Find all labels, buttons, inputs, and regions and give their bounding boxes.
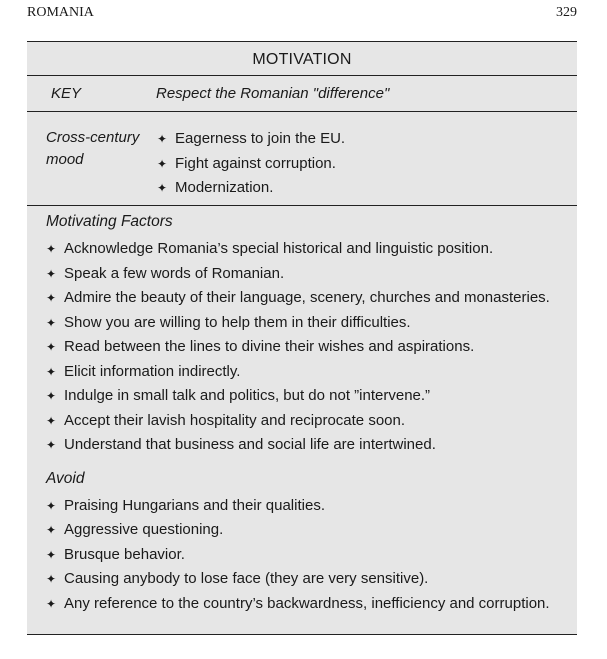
motivating-heading: Motivating Factors bbox=[46, 213, 173, 230]
bullet-icon: ✦ bbox=[46, 364, 57, 379]
list-item bbox=[46, 494, 577, 519]
bullet-icon: ✦ bbox=[46, 413, 57, 428]
bullet-icon: ✦ bbox=[46, 438, 57, 452]
bullet-icon: ✦ bbox=[46, 340, 57, 354]
mood-label-line1: Cross-century bbox=[46, 129, 140, 146]
running-title: ROMANIA bbox=[27, 5, 94, 20]
motivating-list bbox=[46, 237, 577, 458]
bullet-icon: ✦ bbox=[157, 181, 168, 195]
list-item-text: Aggressive questioning. bbox=[64, 521, 224, 538]
list-item bbox=[46, 311, 577, 336]
list-item bbox=[157, 127, 345, 152]
bullet-icon: ✦ bbox=[46, 389, 57, 403]
list-item-text: Fight against corruption. bbox=[175, 154, 336, 172]
list-item bbox=[46, 543, 577, 568]
mood-list bbox=[157, 127, 345, 205]
list-item-text: Admire the beauty of their language, scenery, churches and monasteries. bbox=[64, 289, 550, 306]
list-item bbox=[46, 433, 577, 458]
page-number: 329 bbox=[556, 5, 577, 20]
key-label: KEY bbox=[51, 85, 82, 102]
list-item-text: Elicit information indirectly. bbox=[64, 362, 241, 380]
bullet-icon: ✦ bbox=[46, 572, 57, 586]
list-item bbox=[157, 152, 345, 177]
list-item-text: Understand that business and social life are intertwined. bbox=[64, 436, 436, 453]
list-item bbox=[46, 567, 577, 592]
motivation-box bbox=[27, 41, 577, 635]
key-row bbox=[27, 76, 577, 112]
list-item bbox=[46, 592, 577, 617]
list-item-text: Show you are willing to help them in their difficulties. bbox=[64, 313, 411, 331]
list-item-text: Modernization. bbox=[175, 179, 274, 196]
list-item bbox=[46, 262, 577, 287]
list-item-text: Brusque behavior. bbox=[64, 545, 185, 563]
motivating-section bbox=[27, 206, 577, 458]
list-item-text: Accept their lavish hospitality and reciprocate soon. bbox=[64, 411, 406, 429]
list-item bbox=[46, 286, 577, 311]
list-item bbox=[46, 384, 577, 409]
list-item bbox=[46, 335, 577, 360]
list-item-text: Eagerness to join the EU. bbox=[175, 130, 346, 147]
avoid-list bbox=[46, 494, 577, 617]
bullet-icon: ✦ bbox=[46, 523, 57, 537]
avoid-heading: Avoid bbox=[46, 469, 85, 487]
list-item-text: Any reference to the country’s backwardness, inefficiency and corruption. bbox=[64, 594, 550, 612]
mood-label-line2: mood bbox=[46, 151, 84, 168]
running-header bbox=[27, 5, 577, 21]
list-item-text: Acknowledge Romania’s special historical and linguistic position. bbox=[64, 240, 494, 257]
list-item bbox=[46, 360, 577, 385]
bullet-icon: ✦ bbox=[46, 291, 57, 305]
bullet-icon: ✦ bbox=[46, 498, 57, 513]
list-item bbox=[46, 409, 577, 434]
bullet-icon: ✦ bbox=[46, 242, 57, 256]
list-item bbox=[46, 518, 577, 543]
list-item-text: Speak a few words of Romanian. bbox=[64, 264, 285, 282]
list-item-text: Read between the lines to divine their wishes and aspirations. bbox=[64, 338, 475, 355]
mood-label bbox=[27, 127, 157, 205]
box-title: MOTIVATION bbox=[27, 42, 577, 76]
bullet-icon: ✦ bbox=[46, 596, 57, 611]
mood-row bbox=[27, 112, 577, 206]
bullet-icon: ✦ bbox=[46, 266, 57, 281]
bullet-icon: ✦ bbox=[46, 315, 57, 330]
key-value: Respect the Romanian "difference" bbox=[156, 85, 390, 102]
list-item bbox=[46, 237, 577, 262]
list-item bbox=[157, 176, 345, 201]
bullet-icon: ✦ bbox=[157, 132, 168, 146]
list-item-text: Causing anybody to lose face (they are very sensitive). bbox=[64, 570, 429, 587]
bullet-icon: ✦ bbox=[46, 547, 57, 562]
avoid-section bbox=[27, 458, 577, 617]
bullet-icon: ✦ bbox=[157, 156, 168, 171]
list-item-text: Indulge in small talk and politics, but do not ”intervene.” bbox=[64, 387, 431, 404]
list-item-text: Praising Hungarians and their qualities. bbox=[64, 496, 325, 514]
